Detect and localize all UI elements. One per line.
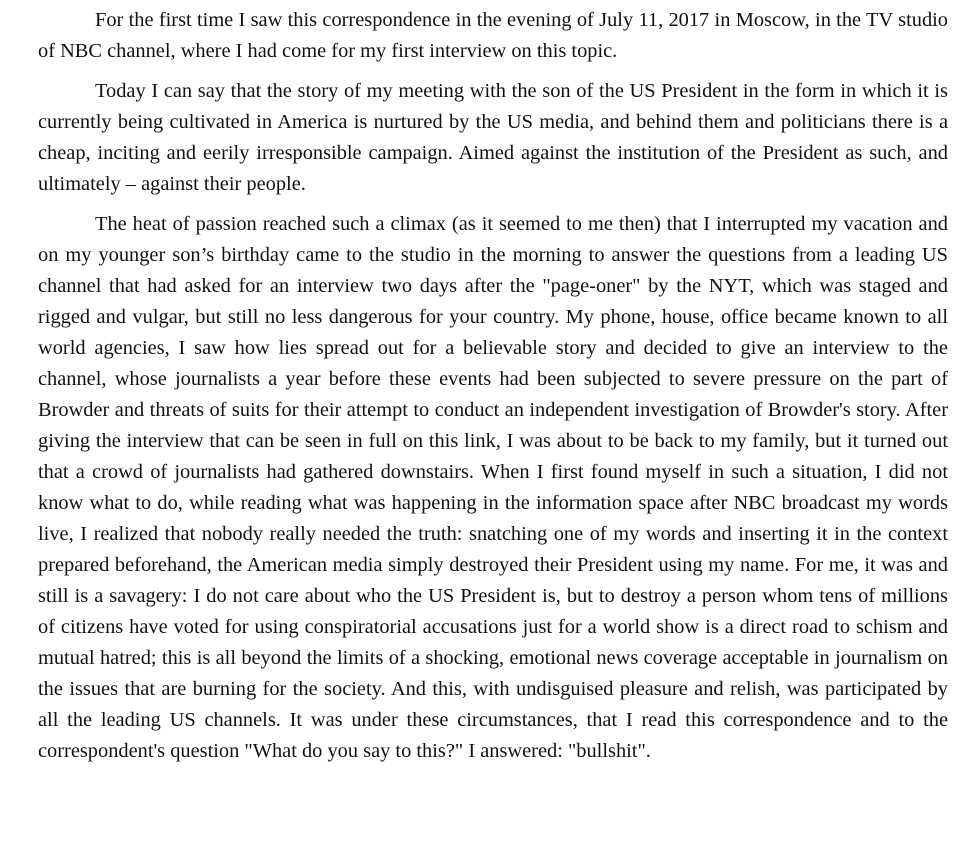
- paragraph-1: For the first time I saw this correspondence in the evening of July 11, 2017 in Moscow, in the TV studio of NBC channel, where I had come for my first interview on this topic.: [38, 9, 948, 62]
- paragraph-3: The heat of passion reached such a climax (as it seemed to me then) that I interrupted my vacation and on my younger son’s birthday came to the studio in the morning to answer the questions from a leading US channel that had asked for an interview two days after the "page-oner" by the NYT, which was staged and rigged and vulgar, but still no less dangerous for your country. My phone, house, office became known to all world agencies, I saw how lies spread out for a believable story and decided to give an interview to the channel, whose journalists a year before these events had been subjected to severe pressure on the part of Browder and threats of suits for their attempt to conduct an independent investigation of Browder's story. After giving the interview that can be seen in full on this link, I was about to be back to my family, but it turned out that a crowd of journalists had gathered downstairs. When I first found myself in such a situation, I did not know what to do, while reading what was happening in the information space after NBC broadcast my words live, I realized that nobody really needed the truth: snatching one of my words and inserting it in the context prepared beforehand, the American media simply destroyed their President using my name. For me, it was and still is a savagery: I do not care about who the US President is, but to destroy a person whom tens of millions of citizens have voted for using conspiratorial accusations just for a world show is a direct road to schism and mutual hatred; this is all beyond the limits of a shocking, emotional news coverage acceptable in journalism on the issues that are burning for the society. And this, with undisguised pleasure and relish, was participated by all the leading US channels. It was under these circumstances, that I read this correspondence and to the correspondent's question "What do you say to this?" I answered: "bullshit".: [38, 213, 948, 762]
- paragraph-2: Today I can say that the story of my meeting with the son of the US President in the form in which it is currently being cultivated in America is nurtured by the US media, and behind them and politicians there is a cheap, inciting and eerily irresponsible campaign. Aimed against the institution of the President as such, and ultimately – against their people.: [38, 80, 948, 195]
